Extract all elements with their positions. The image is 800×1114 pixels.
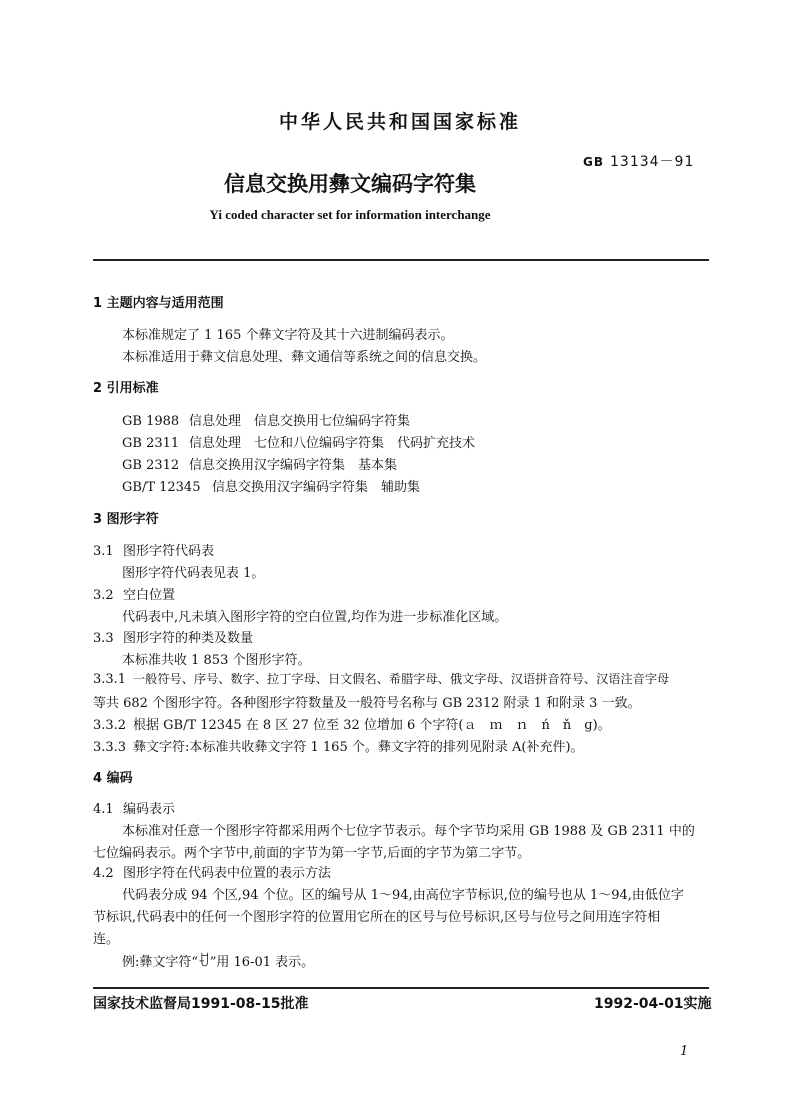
subsection-3-3-3-text: 3.3.3 彝文字符:本标准共收彝文字符 1 165 个。彝文字符的排列见附录 A(补充件)。 <box>93 740 584 755</box>
section-3-heading: 3 图形字符 <box>93 512 159 527</box>
standard-code-prefix: GB <box>583 155 604 169</box>
document-title: 信息交换用彝文编码字符集 <box>224 172 476 196</box>
reference-title: 信息交换用汉字编码字符集 辅助集 <box>212 480 421 495</box>
reference-item <box>122 410 410 429</box>
header-rule <box>93 259 709 261</box>
subsection-4-1-heading: 4.1 编码表示 <box>93 802 176 817</box>
yi-character-glyph: ꀀ <box>198 952 210 970</box>
reference-title: 信息处理 信息交换用七位编码字符集 <box>189 414 411 429</box>
reference-code: GB/T 12345 <box>122 480 201 495</box>
example-line <box>122 950 314 970</box>
footer-rule <box>93 987 709 989</box>
subsection-4-1-line-2: 七位编码表示。两个字节中,前面的字节为第一字节,后面的字节为第二字节。 <box>93 846 531 861</box>
subsection-4-2-line-1: 代码表分成 94 个区,94 个位。区的编号从 1～94,由高位字节标识,位的编号也从 1～94,由低位字 <box>122 888 684 903</box>
subsection-4-2-line-3: 连。 <box>93 932 120 947</box>
subsection-4-2-line-2: 节标识,代码表中的任何一个图形字符的位置用它所在的区号与位号标识,区号与位号之间用连字符相 <box>93 910 661 925</box>
example-suffix: ”用 16-01 表示。 <box>209 955 315 970</box>
subsection-3-1-heading: 3.1 图形字符代码表 <box>93 544 215 559</box>
subsection-3-1-text: 图形字符代码表见表 1。 <box>122 566 265 581</box>
reference-code: GB 2312 <box>122 458 180 473</box>
approval-date: 国家技术监督局1991-08-15批准 <box>93 996 309 1012</box>
subsection-4-2-heading: 4.2 图形字符在代码表中位置的表示方法 <box>93 866 332 881</box>
reference-code: GB 2311 <box>122 436 180 451</box>
subsection-3-3-text: 本标准共收 1 853 个图形字符。 <box>122 653 311 668</box>
reference-item <box>122 476 420 495</box>
section-1-heading: 1 主题内容与适用范围 <box>93 296 224 311</box>
section-1-paragraph-2: 本标准适用于彝文信息处理、彝文通信等系统之间的信息交换。 <box>122 350 487 365</box>
reference-title: 信息交换用汉字编码字符集 基本集 <box>189 458 398 473</box>
subsection-3-3-heading: 3.3 图形字符的种类及数量 <box>93 631 254 646</box>
subsection-4-1-line-1: 本标准对任意一个图形字符都采用两个七位字节表示。每个字节均采用 GB 1988 及 GB 2311 中的 <box>122 824 695 839</box>
section-1-paragraph-1: 本标准规定了 1 165 个彝文字符及其十六进制编码表示。 <box>122 328 454 343</box>
issuing-organization: 中华人民共和国国家标准 <box>278 111 521 133</box>
section-4-heading: 4 编码 <box>93 771 133 786</box>
subsection-3-2-heading: 3.2 空白位置 <box>93 588 176 603</box>
section-2-heading: 2 引用标准 <box>93 381 159 396</box>
subsection-3-3-1-line-1: 3.3.1 一般符号、序号、数字、拉丁字母、日文假名、希腊字母、俄文字母、汉语拼音符号、汉语注音字母 <box>93 672 670 687</box>
implementation-date: 1992-04-01实施 <box>594 996 712 1012</box>
subsection-3-3-1-line-2: 等共 682 个图形字符。各种图形字符数量及一般符号名称与 GB 2312 附录 1 和附录 3 一致。 <box>93 696 641 711</box>
document-title-english: Yi coded character set for information interchange <box>209 207 491 222</box>
reference-code: GB 1988 <box>122 414 180 429</box>
subsection-3-3-2-text: 3.3.2 根据 GB/T 12345 在 8 区 27 位至 32 位增加 6 个字符(ａ ｍ ｎ ń ň ɡ)。 <box>93 718 611 733</box>
reference-item <box>122 432 475 451</box>
standard-code-number: 13134－91 <box>610 154 695 170</box>
page-number: 1 <box>680 1044 689 1059</box>
reference-title: 信息处理 七位和八位编码字符集 代码扩充技术 <box>189 436 476 451</box>
reference-item <box>122 454 397 473</box>
subsection-3-2-text: 代码表中,凡未填入图形字符的空白位置,均作为进一步标准化区域。 <box>122 610 508 625</box>
example-prefix: 例:彝文字符“ <box>122 955 199 970</box>
